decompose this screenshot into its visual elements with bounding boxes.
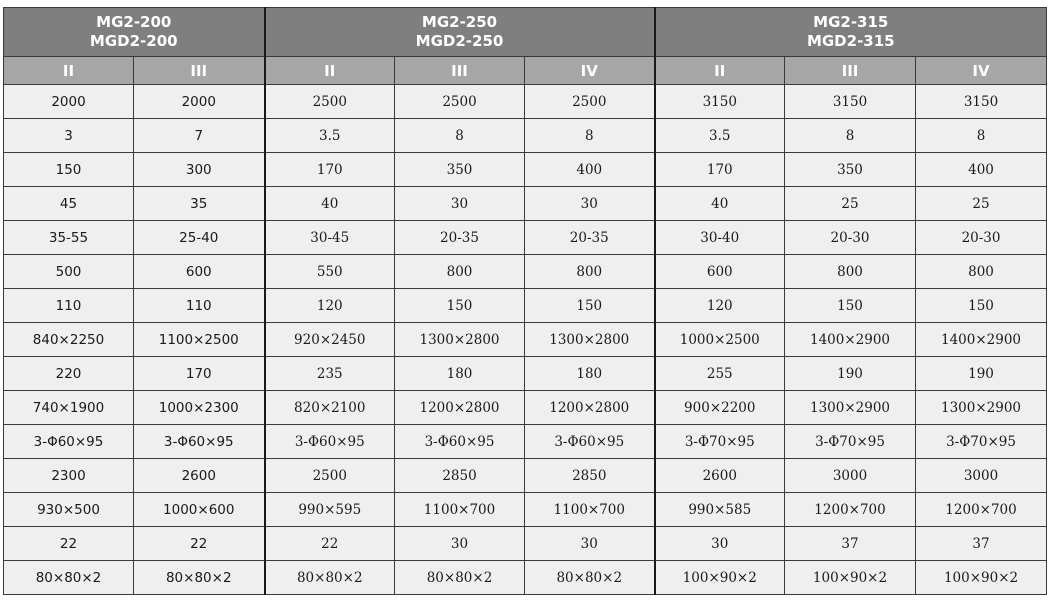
table-cell: 1200×2800 [395,391,525,425]
table-cell: 2300 [4,459,134,493]
table-cell: 150 [785,289,916,323]
table-cell: 20-30 [785,221,916,255]
table-row [4,289,1047,323]
table-cell: 3150 [916,85,1047,119]
table-cell: 30-40 [655,221,785,255]
table-cell: 1100×700 [525,493,655,527]
table-cell: 150 [916,289,1047,323]
table-cell: 120 [655,289,785,323]
table-row [4,85,1047,119]
table-cell: 22 [265,527,395,561]
model-name-alt: MGD2-250 [415,32,504,50]
table-cell: 8 [525,119,655,153]
table-cell: 1200×700 [916,493,1047,527]
table-cell: 3150 [785,85,916,119]
table-cell: 20-30 [916,221,1047,255]
table-cell: 25 [916,187,1047,221]
model-name-alt: MGD2-200 [89,32,178,50]
table-cell: 1400×2900 [916,323,1047,357]
grade-header-row [4,57,1047,85]
table-cell: 400 [916,153,1047,187]
table-cell: 1000×2300 [134,391,265,425]
table-row [4,493,1047,527]
table-cell: 80×80×2 [134,561,265,595]
table-cell: 20-35 [395,221,525,255]
table-cell: 40 [265,187,395,221]
table-row [4,459,1047,493]
model-header-mg2-200 [4,8,265,57]
table-cell: 220 [4,357,134,391]
grade-header: II [265,57,395,85]
table-row [4,561,1047,595]
table-cell: 1100×700 [395,493,525,527]
table-cell: 235 [265,357,395,391]
table-cell: 30 [525,187,655,221]
table-cell: 35 [134,187,265,221]
table-cell: 1300×2900 [916,391,1047,425]
table-body [4,85,1047,595]
table-cell: 800 [525,255,655,289]
table-cell: 8 [916,119,1047,153]
table-row [4,221,1047,255]
table-cell: 180 [525,357,655,391]
table-cell: 800 [785,255,916,289]
table-row [4,391,1047,425]
table-cell: 990×585 [655,493,785,527]
table-cell: 2850 [525,459,655,493]
table-cell: 1300×2900 [785,391,916,425]
table-cell: 2600 [655,459,785,493]
grade-header: II [655,57,785,85]
model-name-alt: MGD2-315 [806,32,895,50]
table-cell: 900×2200 [655,391,785,425]
table-cell: 1400×2900 [785,323,916,357]
table-cell: 1300×2800 [525,323,655,357]
spec-table-container [3,7,1046,595]
table-cell: 190 [785,357,916,391]
table-cell: 170 [265,153,395,187]
table-cell: 37 [916,527,1047,561]
table-cell: 600 [655,255,785,289]
table-cell: 40 [655,187,785,221]
table-cell: 7 [134,119,265,153]
table-cell: 80×80×2 [525,561,655,595]
table-cell: 170 [134,357,265,391]
table-cell: 150 [525,289,655,323]
table-cell: 600 [134,255,265,289]
table-cell: 2600 [134,459,265,493]
table-cell: 3-Φ60×95 [265,425,395,459]
table-cell: 30 [395,187,525,221]
table-cell: 100×90×2 [916,561,1047,595]
table-cell: 1000×2500 [655,323,785,357]
table-row [4,323,1047,357]
table-cell: 2500 [265,85,395,119]
table-row [4,357,1047,391]
grade-header: IV [916,57,1047,85]
table-row [4,255,1047,289]
table-row [4,187,1047,221]
table-cell: 3-Φ70×95 [785,425,916,459]
table-row [4,527,1047,561]
table-cell: 1200×2800 [525,391,655,425]
table-cell: 25-40 [134,221,265,255]
table-cell: 170 [655,153,785,187]
table-cell: 100×90×2 [655,561,785,595]
table-cell: 1200×700 [785,493,916,527]
table-cell: 80×80×2 [265,561,395,595]
model-header-mg2-250 [265,8,655,57]
table-cell: 255 [655,357,785,391]
table-cell: 100×90×2 [785,561,916,595]
table-cell: 22 [134,527,265,561]
grade-header: II [4,57,134,85]
table-row [4,425,1047,459]
table-cell: 20-35 [525,221,655,255]
grade-header: III [134,57,265,85]
table-cell: 3-Φ60×95 [525,425,655,459]
table-cell: 550 [265,255,395,289]
table-cell: 8 [395,119,525,153]
table-cell: 30 [525,527,655,561]
table-cell: 3-Φ70×95 [916,425,1047,459]
table-cell: 45 [4,187,134,221]
table-cell: 2500 [265,459,395,493]
table-cell: 30 [395,527,525,561]
grade-header: IV [525,57,655,85]
table-cell: 3 [4,119,134,153]
table-cell: 3-Φ60×95 [395,425,525,459]
table-cell: 3.5 [655,119,785,153]
grade-header: III [395,57,525,85]
table-cell: 350 [395,153,525,187]
table-cell: 110 [4,289,134,323]
table-cell: 800 [395,255,525,289]
table-cell: 2500 [395,85,525,119]
table-cell: 3150 [655,85,785,119]
table-row [4,153,1047,187]
table-cell: 25 [785,187,916,221]
table-cell: 3.5 [265,119,395,153]
model-name: MG2-200 [96,13,172,31]
model-header-mg2-315 [655,8,1047,57]
table-cell: 3-Φ60×95 [4,425,134,459]
table-cell: 1100×2500 [134,323,265,357]
table-cell: 80×80×2 [4,561,134,595]
table-cell: 500 [4,255,134,289]
table-cell: 110 [134,289,265,323]
table-cell: 800 [916,255,1047,289]
table-cell: 30 [655,527,785,561]
table-cell: 1000×600 [134,493,265,527]
model-header-row [4,8,1047,57]
table-cell: 8 [785,119,916,153]
table-cell: 3000 [916,459,1047,493]
table-cell: 150 [4,153,134,187]
table-cell: 930×500 [4,493,134,527]
table-cell: 150 [395,289,525,323]
spec-table [3,7,1047,595]
table-cell: 3000 [785,459,916,493]
table-header [4,8,1047,85]
table-cell: 400 [525,153,655,187]
table-cell: 3-Φ60×95 [134,425,265,459]
table-cell: 300 [134,153,265,187]
table-cell: 920×2450 [265,323,395,357]
table-cell: 350 [785,153,916,187]
table-cell: 80×80×2 [395,561,525,595]
table-cell: 820×2100 [265,391,395,425]
grade-header: III [785,57,916,85]
table-cell: 180 [395,357,525,391]
table-cell: 1300×2800 [395,323,525,357]
table-cell: 2500 [525,85,655,119]
table-cell: 22 [4,527,134,561]
table-cell: 35-55 [4,221,134,255]
model-name: MG2-250 [421,13,498,31]
table-cell: 2000 [134,85,265,119]
table-cell: 37 [785,527,916,561]
table-cell: 990×595 [265,493,395,527]
table-row [4,119,1047,153]
table-cell: 190 [916,357,1047,391]
table-cell: 840×2250 [4,323,134,357]
table-cell: 2850 [395,459,525,493]
table-cell: 2000 [4,85,134,119]
table-cell: 740×1900 [4,391,134,425]
table-cell: 30-45 [265,221,395,255]
table-cell: 3-Φ70×95 [655,425,785,459]
model-name: MG2-315 [813,13,889,31]
table-cell: 120 [265,289,395,323]
